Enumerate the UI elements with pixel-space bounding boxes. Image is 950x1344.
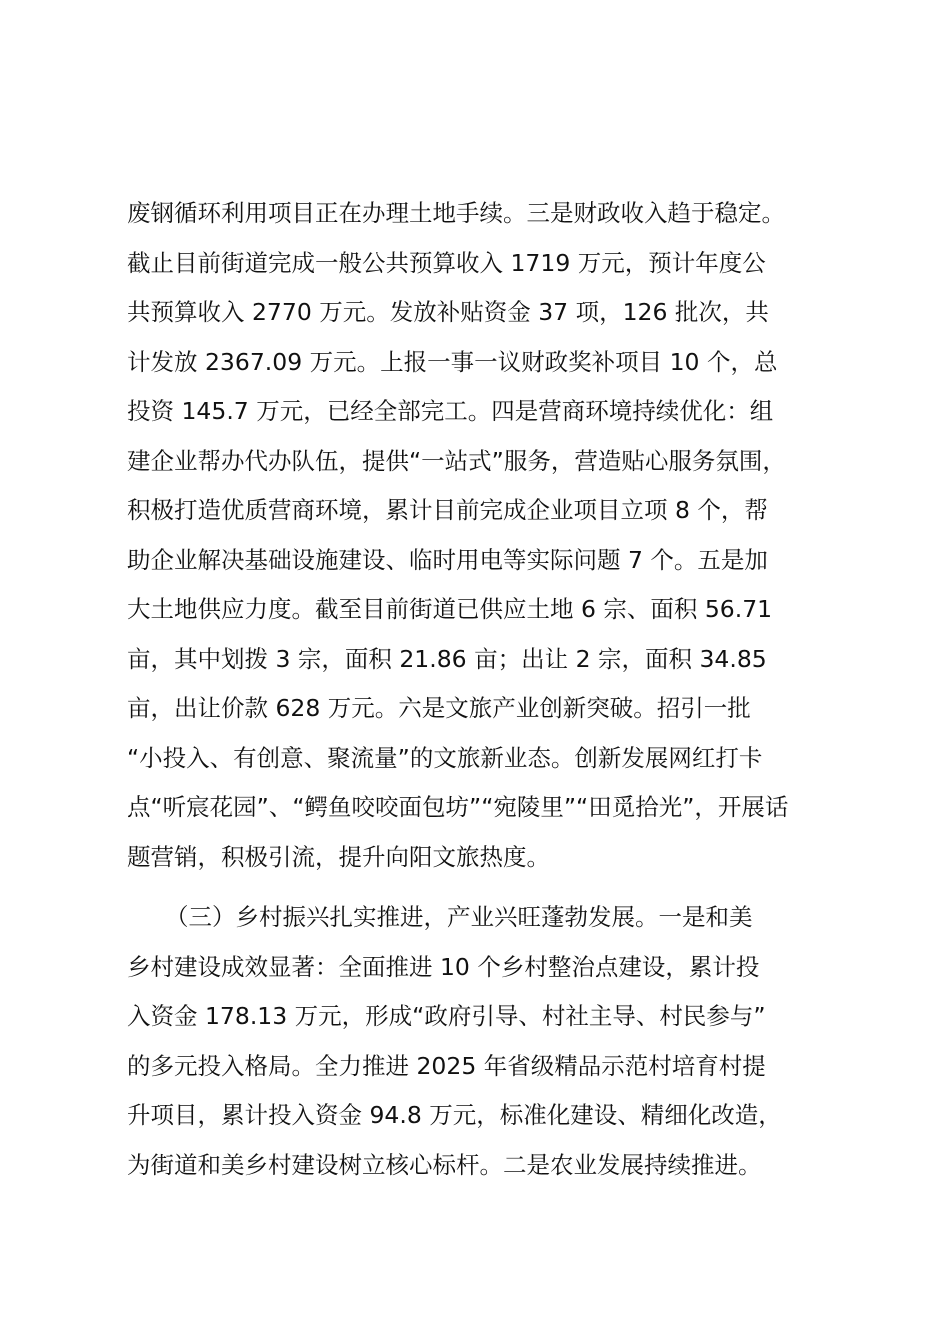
text-line: 题营销，积极引流，提升向阳文旅热度。: [127, 842, 550, 871]
text-line: 助企业解决基础设施建设、临时用电等实际问题 7 个。五是加: [127, 545, 768, 574]
text-line: 升项目，累计投入资金 94.8 万元，标准化建设、精细化改造，: [127, 1101, 782, 1129]
text-line: 建企业帮办代办队伍，提供“一站式”服务，营造贴心服务氛围，: [127, 446, 786, 475]
text-line: 亩，出让价款 628 万元。六是文旅产业创新突破。招引一批: [127, 694, 751, 722]
text-line: 亩，其中划拨 3 宗，面积 21.86 亩；出让 2 宗，面积 34.85: [127, 644, 767, 673]
paragraph-finance-business-land-tourism: [127, 189, 837, 882]
text-line: 共预算收入 2770 万元。发放补贴资金 37 项，126 批次，共: [127, 298, 769, 326]
text-line: 为街道和美乡村建设树立核心标杆。二是农业发展持续推进。: [127, 1150, 762, 1179]
text-line: 投资 145.7 万元，已经全部完工。四是营商环境持续优化：组: [127, 397, 774, 425]
paragraph-rural-revitalization: [127, 893, 837, 1190]
text-line: 截止目前街道完成一般公共预算收入 1719 万元，预计年度公: [127, 248, 766, 277]
text-line: 废钢循环利用项目正在办理土地手续。三是财政收入趋于稳定。: [127, 199, 785, 227]
text-line: 计发放 2367.09 万元。上报一事一议财政奖补项目 10 个，总: [127, 347, 778, 376]
text-line: 入资金 178.13 万元，形成“政府引导、村社主导、村民参与”: [127, 1002, 766, 1030]
text-line: 点“听宸花园”、“鳄鱼咬咬面包坊”“宛陵里”“田觅拾光”，开展话: [127, 793, 789, 821]
text-line: 大土地供应力度。截至目前街道已供应土地 6 宗、面积 56.71: [127, 595, 773, 623]
text-line: “小投入、有创意、聚流量”的文旅新业态。创新发展网红打卡: [127, 743, 763, 772]
text-line: 乡村建设成效显著：全面推进 10 个乡村整治点建设，累计投: [127, 952, 760, 981]
text-line: （三）乡村振兴扎实推进，产业兴旺蓬勃发展。一是和美: [165, 903, 753, 931]
text-line: 积极打造优质营商环境，累计目前完成企业项目立项 8 个，帮: [127, 496, 768, 524]
text-line: 的多元投入格局。全力推进 2025 年省级精品示范村培育村提: [127, 1051, 766, 1080]
